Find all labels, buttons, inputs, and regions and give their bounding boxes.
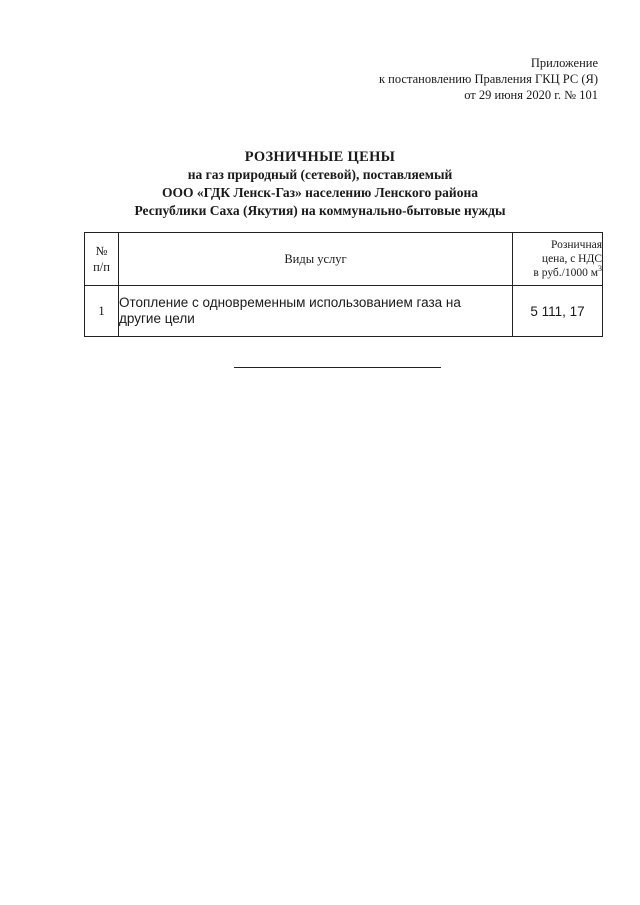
title-main: РОЗНИЧНЫЕ ЦЕНЫ [244, 149, 396, 165]
header-price-line2: цена, с НДС [541, 253, 602, 265]
row-service-line1: Отопление с одновременным использованием газа на [119, 295, 461, 310]
header-price-line1: Розничная [550, 239, 602, 251]
document-title [0, 148, 640, 220]
header-price [513, 233, 603, 286]
row-number: 1 [85, 286, 119, 337]
row-price: 5 111, 17 [513, 286, 603, 337]
attachment-resolution: к постановлению Правления ГКЦ РС (Я) [378, 72, 598, 86]
title-line-4: Республики Саха (Якутия) на коммунально-бытовые нужды [134, 203, 506, 218]
title-line-3: ООО «ГДК Ленск-Газ» населению Ленского района [162, 185, 478, 200]
title-line-2: на газ природный (сетевой), поставляемый [187, 167, 453, 182]
row-service-line2: другие цели [119, 311, 195, 326]
price-table [84, 232, 603, 337]
header-service: Виды услуг [119, 233, 513, 286]
end-divider [234, 367, 441, 368]
header-number [85, 233, 119, 286]
header-number-abbr: п/п [93, 260, 110, 274]
row-service [119, 286, 513, 337]
table-row [85, 286, 603, 337]
header-price-unit-exponent: 3 [598, 264, 602, 274]
attachment-label: Приложение [530, 56, 598, 70]
attachment-note [379, 55, 598, 103]
attachment-date: от 29 июня 2020 г. № 101 [464, 88, 598, 102]
header-number-sign: № [95, 244, 108, 258]
header-price-line3: в руб./1000 м [533, 267, 598, 279]
table-header-row [85, 233, 603, 286]
